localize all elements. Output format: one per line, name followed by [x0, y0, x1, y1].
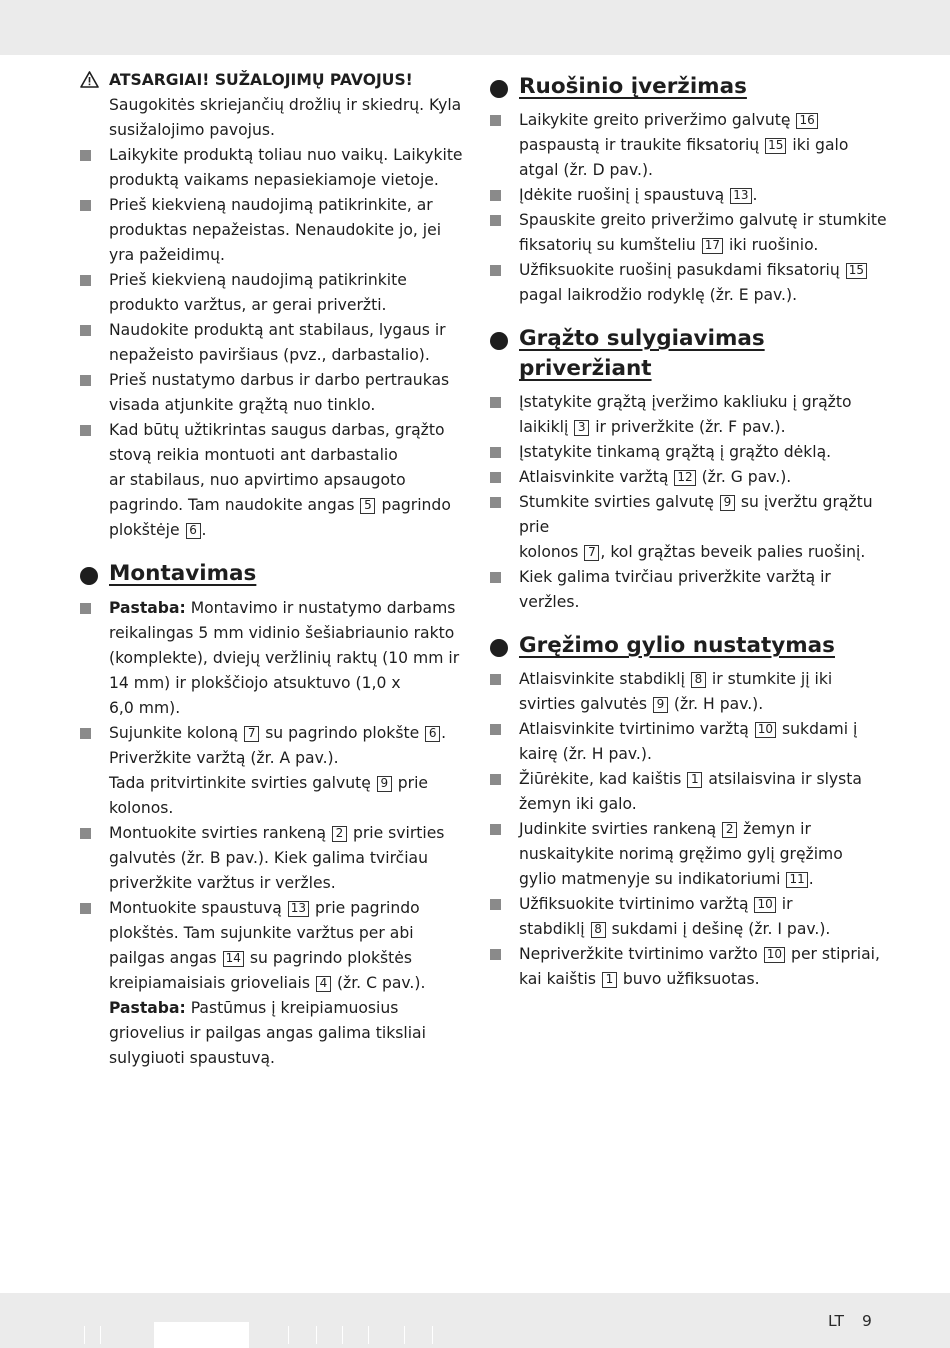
footer-tick — [100, 1326, 101, 1344]
bullet-continuation: paspaustą ir traukite fiksatorių 15 iki galo — [519, 136, 849, 154]
bullet-item: Pastaba: Montavimo ir nustatymo darbams — [80, 596, 480, 621]
part-number-box: 12 — [674, 470, 695, 486]
bullet-square-icon — [490, 472, 501, 483]
bullet-square-icon — [80, 275, 91, 286]
bullet-continuation: veržles. — [519, 593, 580, 611]
bullet-square-icon — [80, 603, 91, 614]
bullet-item: Užfiksuokite tvirtinimo varžtą 10 ir — [490, 892, 890, 917]
bullet-continuation: visada atjunkite grąžtą nuo tinklo. — [109, 396, 376, 414]
bullet-square-icon — [490, 115, 501, 126]
bullet-square-icon — [490, 674, 501, 685]
bullet-continuation: 14 mm) ir plokščiojo atsuktuvo (1,0 x — [109, 674, 401, 692]
bullet-continuation: (komplekte), dviejų veržlinių raktų (10 mm ir — [109, 649, 460, 667]
bullet-continuation: Priveržkite varžtą (žr. A pav.). — [109, 749, 339, 767]
bullet-item: Nepriveržkite tvirtinimo varžto 10 per stipriai, — [490, 942, 890, 967]
bullet-square-icon — [80, 903, 91, 914]
bullet-continuation: kolonos 7 , kol grąžtas beveik palies ruošinį. — [519, 543, 866, 561]
bullet-square-icon — [490, 447, 501, 458]
bullet-item: Prieš kiekvieną naudojimą patikrinkite, ar — [80, 193, 480, 218]
bullet-item: Atlaisvinkite varžtą 12 (žr. G pav.). — [490, 465, 890, 490]
bullet-continuation: fiksatorių su kumšteliu 17 iki ruošinio. — [519, 236, 819, 254]
part-number-box: 15 — [765, 138, 786, 154]
part-number-box: 8 — [591, 922, 606, 938]
bullet-continuation: kai kaištis 1 buvo užfiksuotas. — [519, 970, 760, 988]
bullet-item: Judinkite svirties rankeną 2 žemyn ir — [490, 817, 890, 842]
bullet-continuation: gylio matmenyje su indikatoriumi 11 . — [519, 870, 814, 888]
bullet-square-icon — [490, 724, 501, 735]
bullet-item: Užfiksuokite ruošinį pasukdami fiksatorių 15 — [490, 258, 890, 283]
footer-tick — [84, 1326, 85, 1344]
bullet-item: Montuokite spaustuvą 13 prie pagrindo — [80, 896, 480, 921]
warning-title — [80, 68, 480, 93]
bullet-continuation: plokštės. Tam sujunkite varžtus per abi — [109, 924, 414, 942]
bullet-continuation: žemyn iki galo. — [519, 795, 637, 813]
bullet-continuation: pagal laikrodžio rodyklę (žr. E pav.). — [519, 286, 798, 304]
bullet-square-icon — [80, 728, 91, 739]
bullet-square-icon — [490, 190, 501, 201]
part-number-box: 7 — [584, 545, 599, 561]
bullet-continuation: priveržkite varžtus ir veržles. — [109, 874, 336, 892]
warning-text-line: Saugokitės skriejančių drožlių ir skiedrų. Kyla — [109, 96, 462, 114]
bullet-continuation: galvutės (žr. B pav.). Kiek galima tvirčiau — [109, 849, 428, 867]
bullet-continuation: 6,0 mm). — [109, 699, 181, 717]
bullet-square-icon — [490, 774, 501, 785]
bullet-continuation: Tada pritvirtinkite svirties galvutę 9 prie — [109, 774, 429, 792]
page-number: 9 — [862, 1312, 872, 1330]
bullet-square-icon — [490, 949, 501, 960]
bullet-continuation: atgal (žr. D pav.). — [519, 161, 654, 179]
right-column — [490, 72, 890, 992]
bullet-item: Laikykite produktą toliau nuo vaikų. Laikykite — [80, 143, 480, 168]
part-number-box: 10 — [764, 947, 785, 963]
footer-tick — [342, 1326, 343, 1344]
bullet-item: Įdėkite ruošinį į spaustuvą 13 . — [490, 183, 890, 208]
bullet-square-icon — [80, 828, 91, 839]
part-number-box: 4 — [316, 976, 331, 992]
part-number-box: 6 — [425, 726, 440, 742]
bullet-continuation: plokštėje 6 . — [109, 521, 207, 539]
bullet-continuation: Pastaba: Pastūmus į kreipiamuosius — [109, 999, 399, 1017]
bullet-item: Žiūrėkite, kad kaištis 1 atsilaisvina ir slysta — [490, 767, 890, 792]
footer-language: LT — [828, 1312, 844, 1330]
part-number-box: 10 — [755, 722, 776, 738]
part-number-box: 13 — [730, 188, 751, 204]
footer-tick — [404, 1326, 405, 1344]
footer-tick — [288, 1326, 289, 1344]
bullet-continuation: yra pažeidimų. — [109, 246, 225, 264]
bullet-continuation: prie — [519, 518, 550, 536]
bullet-square-icon — [80, 325, 91, 336]
part-number-box: 8 — [691, 672, 706, 688]
part-number-box: 5 — [360, 498, 375, 514]
part-number-box: 9 — [377, 776, 392, 792]
part-number-box: 9 — [653, 697, 668, 713]
bullet-continuation: pagrindo. Tam naudokite angas 5 pagrindo — [109, 496, 451, 514]
warning-text-line: susižalojimo pavojus. — [109, 121, 275, 139]
bullet-item: Atlaisvinkite stabdiklį 8 ir stumkite jį iki — [490, 667, 890, 692]
footer-tick — [432, 1326, 433, 1344]
bullet-square-icon — [490, 397, 501, 408]
bullet-continuation: produktas nepažeistas. Nenaudokite jo, jei — [109, 221, 442, 239]
bullet-item: Montuokite svirties rankeną 2 prie svirties — [80, 821, 480, 846]
bullet-dot-icon — [490, 332, 508, 350]
bullet-continuation: stabdiklį 8 sukdami į dešinę (žr. I pav.). — [519, 920, 831, 938]
warning-triangle-icon — [80, 71, 99, 88]
bullet-continuation: nepažeisto paviršiaus (pvz., darbastalio). — [109, 346, 430, 364]
bullet-item: Laikykite greito priveržimo galvutę 16 — [490, 108, 890, 133]
bullet-continuation: sulygiuoti spaustuvą. — [109, 1049, 275, 1067]
bullet-continuation: kreipiamaisiais grioveliais 4 (žr. C pav.). — [109, 974, 426, 992]
part-number-box: 15 — [846, 263, 867, 279]
bullet-square-icon — [80, 375, 91, 386]
bullet-item: Prieš kiekvieną naudojimą patikrinkite — [80, 268, 480, 293]
bullet-continuation: ar stabilaus, nuo apvirtimo apsaugoto — [109, 471, 406, 489]
part-number-box: 10 — [754, 897, 775, 913]
bullet-continuation: nuskaitykite norimą gręžimo gylį gręžimo — [519, 845, 843, 863]
bullet-item: Įstatykite tinkamą grąžtą į grąžto dėklą. — [490, 440, 890, 465]
bullet-continuation: stovą reikia montuoti ant darbastalio — [109, 446, 398, 464]
bullet-continuation: pailgas angas 14 su pagrindo plokštės — [109, 949, 412, 967]
part-number-box: 9 — [720, 495, 735, 511]
bullet-continuation: produktą vaikams nepasiekiamoje vietoje. — [109, 171, 439, 189]
footer-decoration — [154, 1322, 249, 1348]
section-heading-alignment: Grąžto sulygiavimas — [490, 324, 890, 354]
bullet-square-icon — [490, 497, 501, 508]
bullet-item: Įstatykite grąžtą įveržimo kakliuku į grąžto — [490, 390, 890, 415]
bullet-dot-icon — [490, 80, 508, 98]
bullet-item: Atlaisvinkite tvirtinimo varžtą 10 sukdami į — [490, 717, 890, 742]
part-number-box: 16 — [796, 113, 817, 129]
section-heading-workpiece: Ruošinio įveržimas — [490, 72, 890, 102]
bullet-continuation: reikalingas 5 mm vidinio šešiabriaunio rakto — [109, 624, 455, 642]
bullet-item: Stumkite svirties galvutę 9 su įveržtu grąžtu — [490, 490, 890, 515]
bullet-item: Prieš nustatymo darbus ir darbo pertraukas — [80, 368, 480, 393]
bullet-item: Spauskite greito priveržimo galvutę ir stumkite — [490, 208, 890, 233]
part-number-box: 1 — [687, 772, 702, 788]
section-heading-montavimas: Montavimas — [80, 559, 480, 589]
section-heading-depth: Gręžimo gylio nustatymas — [490, 631, 890, 661]
bullet-item: Naudokite produktą ant stabilaus, lygaus ir — [80, 318, 480, 343]
part-number-box: 2 — [722, 822, 737, 838]
part-number-box: 7 — [244, 726, 259, 742]
part-number-box: 1 — [602, 972, 617, 988]
footer-tick — [316, 1326, 317, 1344]
bullet-continuation: produkto varžtus, ar gerai priveržti. — [109, 296, 387, 314]
part-number-box: 3 — [574, 420, 589, 436]
bullet-item: Kiek galima tvirčiau priveržkite varžtą ir — [490, 565, 890, 590]
part-number-box: 2 — [332, 826, 347, 842]
left-column — [80, 68, 480, 1071]
bullet-dot-icon — [490, 639, 508, 657]
bullet-square-icon — [80, 200, 91, 211]
bullet-dot-icon — [80, 567, 98, 585]
bullet-square-icon — [490, 265, 501, 276]
section-heading-alignment-line2: priveržiant — [519, 356, 652, 381]
bullet-item: Kad būtų užtikrintas saugus darbas, grąžto — [80, 418, 480, 443]
bullet-square-icon — [490, 215, 501, 226]
part-number-box: 6 — [186, 523, 201, 539]
bullet-square-icon — [490, 899, 501, 910]
part-number-box: 13 — [288, 901, 309, 917]
top-bar — [0, 0, 950, 55]
part-number-box: 17 — [702, 238, 723, 254]
footer-tick — [368, 1326, 369, 1344]
bullet-continuation: kairę (žr. H pav.). — [519, 745, 652, 763]
bottom-bar — [0, 1293, 950, 1348]
warning-title-text: ATSARGIAI! SUŽALOJIMŲ PAVOJUS! — [109, 71, 413, 89]
bullet-continuation: svirties galvutės 9 (žr. H pav.). — [519, 695, 764, 713]
bullet-item: Sujunkite koloną 7 su pagrindo plokšte 6 . — [80, 721, 480, 746]
bullet-square-icon — [80, 425, 91, 436]
bullet-square-icon — [490, 824, 501, 835]
part-number-box: 14 — [223, 951, 244, 967]
bullet-square-icon — [490, 572, 501, 583]
bullet-continuation: kolonos. — [109, 799, 174, 817]
bullet-square-icon — [80, 150, 91, 161]
part-number-box: 11 — [786, 872, 807, 888]
bullet-continuation: griovelius ir pailgas angas galima tiksliai — [109, 1024, 426, 1042]
bullet-continuation: laikiklį 3 ir priveržkite (žr. F pav.). — [519, 418, 786, 436]
